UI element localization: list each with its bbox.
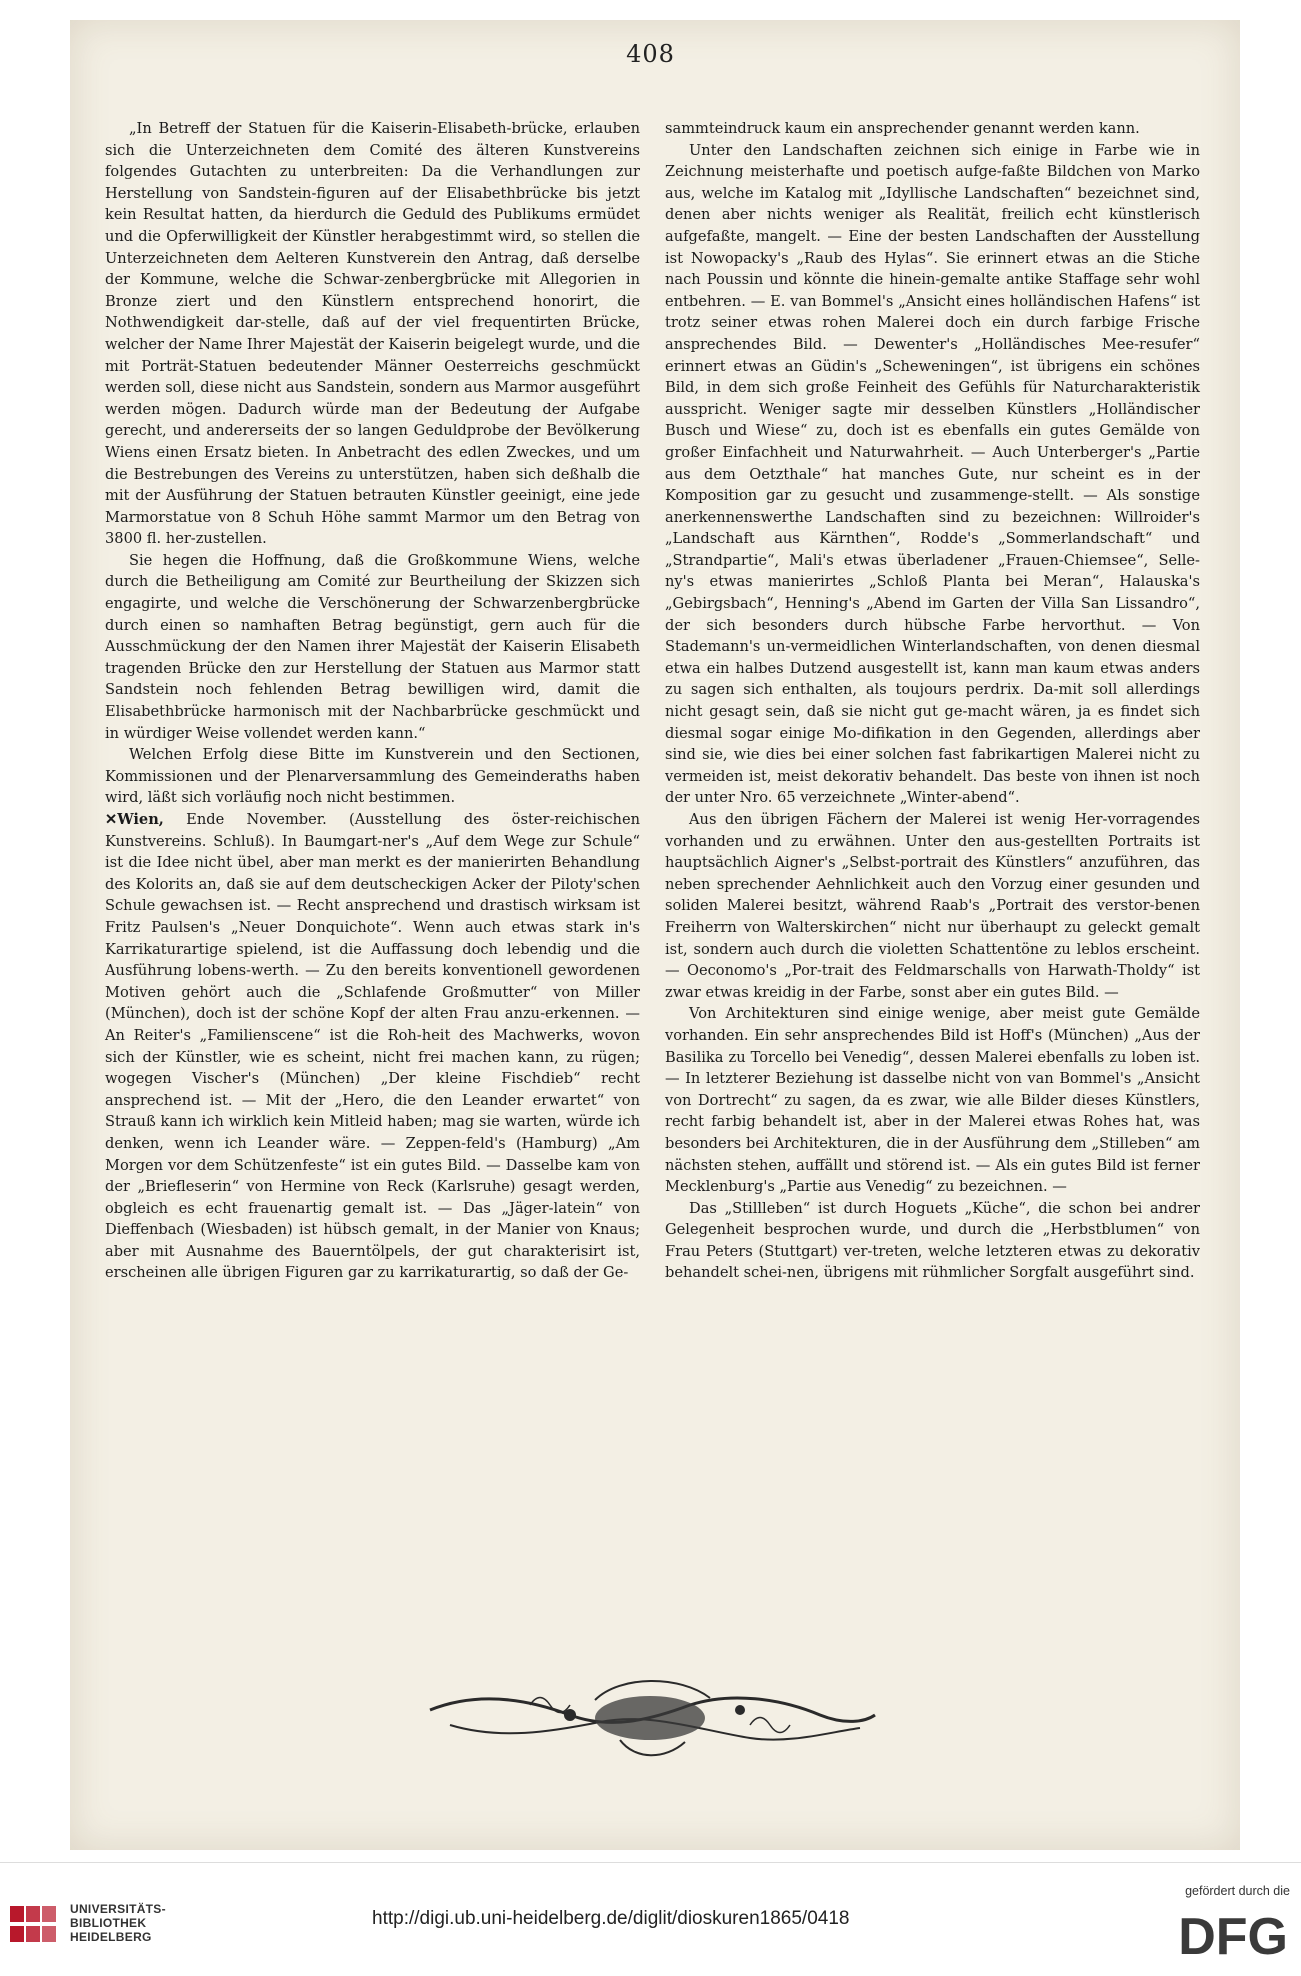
paragraph: Von Architekturen sind einige wenige, aber meist gute Gemälde vorhanden. Ein sehr ansprechendes Bild ist Hoff's (München) „Aus der Basilika zu Torcello bei Venedig“, dessen Malerei ebenfalls zu loben ist. — In letzterer Beziehung ist dasselbe nicht von van Bommel's „Ansicht von Dortrecht“ zu sagen, da es zwar, wie alle Bilder dieses Künstlers, recht farbig behandelt ist, aber in der Malerei etwas Rohes hat, was besonders bei Architekturen, die in der Ausführung dem „Stilleben“ am nächsten stehen, auffällt und störend ist. — Als ein gutes Bild ist ferner Mecklenburg's „Partie aus Venedig“ zu bezeichnen. — [665,1005,1200,1196]
paragraph: Welchen Erfolg diese Bitte im Kunstverein und den Sectionen, Kommissionen und der Plenarversammlung des Gemeinderaths haben wird, läßt sich vorläufig noch nicht bestimmen. [105,746,640,807]
dfg-logo-icon [1160,1904,1290,1962]
paragraph: „In Betreff der Statuen für die Kaiserin-Elisabeth-brücke, erlauben sich die Unterzeichneten dem Comité des älteren Kunstvereins folgendes Gutachten zu unterbreiten: Da die Verhandlungen zur Herstellung von Sandstein-figuren auf der Elisabethbrücke bis jetzt kein Resultat hatten, da hierdurch die Geduld des Publikums ermüdet und die Opferwilligkeit der Künstler herabgestimmt wird, so stellen die Unterzeichneten dem Aelteren Kunstverein den Antrag, daß derselbe der Kommune, welche die Schwar-zenbergbrücke mit Allegorien in Bronze ziert und den Künstlern entsprechend honorirt, die Nothwendigkeit dar-stelle, daß auf der viel frequentirten Brücke, welcher der Name Ihrer Majestät der Kaiserin beigelegt wurde, und die mit Porträt-Statuen bedeutender Männer Oesterreichs geschmückt werden soll, diese nicht aus Sandstein, sondern aus Marmor ausgeführt werden mögen. Dadurch würde man der Bedeutung der Aufgabe gerecht, und andererseits der so langen Geduldprobe der Bevölkerung Wiens einen Ersatz bieten. In Anbetracht des edlen Zweckes, und um die Bestrebungen des Vereins zu unterstützen, haben sich deßhalb die mit der Ausführung der Statuen betrauten Künstler geeinigt, eine jede Marmorstatue von 8 Schuh Höhe sammt Marmor um den Betrag von 3800 fl. her-zustellen. [105,120,640,548]
institution-line: UNIVERSITÄTS- [70,1902,166,1916]
university-seal-icon [4,1900,62,1948]
ornament-vignette-icon [420,1670,880,1765]
source-url-link[interactable]: http://digi.ub.uni-heidelberg.de/diglit/dioskuren1865/0418 [372,1908,850,1929]
funded-by-label: gefördert durch die [1185,1884,1290,1898]
paragraph: Aus den übrigen Fächern der Malerei ist wenig Her-vorragendes vorhanden und zu erwähnen. Unter den aus-gestellten Portraits ist hauptsächlich Aigner's „Selbst-portrait des Künstlers“ anzuführen, das neben sprechender Aehnlichkeit auch den Vorzug einer gesunden und soliden Malerei besitzt, während Raab's „Portrait des verstor-benen Freiherrn von Walterskirchen“ nicht nur überhaupt zu geleckt gemalt ist, sondern auch durch die violetten Schattentöne zu leblos erscheint. — Oeconomo's „Por-trait des Feldmarschalls von Harwath-Tholdy“ ist zwar etwas kreidig in der Farbe, sonst aber ein gutes Bild. — [665,811,1200,1001]
paragraph: Unter den Landschaften zeichnen sich einige in Farbe wie in Zeichnung meisterhafte und poetisch aufge-faßte Bildchen von Marko aus, welche im Katalog mit „Idyllische Landschaften“ bezeichnet sind, denen aber nichts weniger als Realität, freilich echt künstlerisch aufgefaßte, mangelt. — Eine der besten Landschaften der Ausstellung ist Nowopacky's „Raub des Hylas“. Sie erinnert etwas an die Stiche nach Poussin und könnte die hinein-gemalte antike Staffage sehr wohl entbehren. — E. van Bommel's „Ansicht eines holländischen Hafens“ ist trotz seiner etwas rohen Malerei doch ein durch farbige Frische ansprechendes Bild. — Dewenter's „Holländisches Mee-resufer“ erinnert etwas an Güdin's „Scheweningen“, ist übrigens ein schönes Bild, in dem sich große Feinheit des Gefühls für Naturcharakteristik ausspricht. Weniger sagte mir desselben Künstlers „Holländischer Busch und Wiese“ zu, doch ist es ebenfalls ein gutes Gemälde von großer Einfachheit und Naturwahrheit. — Auch Unterberger's „Partie aus dem Oetzthale“ hat manches Gute, nur scheint es in der Komposition gar zu gesucht und zusammenge-stellt. — Als sonstige anerkennenswerthe Landschaften sind zu bezeichnen: Willroider's „Landschaft aus Kärnthen“, Rodde's „Sommerlandschaft“ und „Strandpartie“, Mali's etwas überladener „Frauen-Chiemsee“, Selle-ny's etwas manierirtes „Schloß Planta bei Meran“, Halauska's „Gebirgsbach“, Henning's „Abend im Garten der Villa San Lissandro“, der sich besonders durch hübsche Farbe hervorthut. — Von Stademann's un-vermeidlichen Winterlandschaften, von denen diesmal etwa ein halbes Dutzend ausgestellt ist, kann man kaum etwas anders zu sagen sich enthalten, als toujours perdrix. Da-mit soll allerdings nicht gesagt sein, daß sie nicht gut ge-macht wären, ja es findet sich diesmal sogar einige Mo-difikation in den Gegenden, allerdings aber sind sie, wie dies bei einer solchen fast fabrikartigen Malerei nicht zu vermeiden ist, meist dekorativ behandelt. Das beste von ihnen ist noch der unter Nro. 65 verzeichnete „Winter-abend“. [665,141,1200,807]
institution-name [70,1902,230,1944]
paragraph-vienna-report [105,809,640,1284]
institution-line: BIBLIOTHEK [70,1916,147,1930]
paragraph: sammteindruck kaum ein ansprechender genannt werden kann. [665,120,1140,137]
footer-divider [0,1862,1301,1863]
dateline-place: ✕Wien, [105,811,164,828]
page-number: 408 [626,40,675,68]
dfg-logo-text: DFG [1178,1908,1288,1962]
paragraph: Das „Stillleben“ ist durch Hoguets „Küche“, die schon bei andrer Gelegenheit besprochen wurde, und durch die „Herbstblumen“ von Frau Peters (Stuttgart) ver-treten, welche letzteren etwas zu dekorativ behandelt schei-nen, übrigens mit rühmlicher Sorgfalt ausgeführt sind. [665,1199,1200,1282]
footer [0,1864,1301,1976]
paragraph-text: Ende November. (Ausstellung des öster-reichischen Kunstvereins. Schluß). In Baumgart-ner's „Auf dem Wege zur Schule“ ist die Idee nicht übel, aber man merkt es der manierirten Behandlung des Kolorits an, daß sie auf dem deutscheckigen Acker der Piloty'schen Schule gewachsen ist. — Recht ansprechend und drastisch wirksam ist Fritz Paulsen's „Neuer Donquichote“. Wenn auch etwas stark in's Karrikaturartige spielend, ist die Auffassung doch lebendig und die Ausführung lobens-werth. — Zu den bereits konventionell gewordenen Motiven gehört auch die „Schlafende Großmutter“ von Miller (München), doch ist der schöne Kopf der alten Frau anzu-erkennen. — An Reiter's „Familienscene“ ist die Roh-heit des Machwerks, wovon sich der Künstler, wie es scheint, nicht frei machen kann, zu rügen; wogegen Vischer's (München) „Der kleine Fischdieb“ recht ansprechend ist. — Mit der „Hero, die den Leander erwartet“ von Strauß kann ich wirklich kein Mitleid haben; mag sie warten, würde ich denken, wenn ich Leander wäre. — Zeppen-feld's (Hamburg) „Am Morgen vor dem Schützenfeste“ ist ein gutes Bild. — Dasselbe kam von der „Briefleserin“ von Hermine von Reck (Karlsruhe) gesagt werden, obgleich es echt frauenartig gemalt ist. — Das „Jäger-latein“ von Dieffenbach (Wiesbaden) ist hübsch gemalt, in der Manier von Knaus; aber mit Ausnahme des Bauerntölpels, der gut charakterisirt ist, erscheinen alle übrigen Figuren gar zu karrikaturartig, so daß der Ge- [105,811,640,1282]
left-column [105,118,640,1284]
institution-line: HEIDELBERG [70,1930,152,1944]
paragraph: Sie hegen die Hoffnung, daß die Großkommune Wiens, welche durch die Betheiligung am Comité zur Beurtheilung der Skizzen sich engagirte, und welche die Verschönerung der Schwarzenbergbrücke durch einen so namhaften Betrag begünstigt, gern auch für die Ausschmückung der den Namen ihrer Majestät der Kaiserin Elisabeth tragenden Brücke den zur Herstellung der Statuen aus Marmor statt Sandstein noch fehlenden Betrag bewilligen wird, damit die Elisabethbrücke harmonisch mit der Nachbarbrücke geschmückt und in würdiger Weise vollendet werden kann.“ [105,551,640,742]
right-column [665,118,1200,1284]
